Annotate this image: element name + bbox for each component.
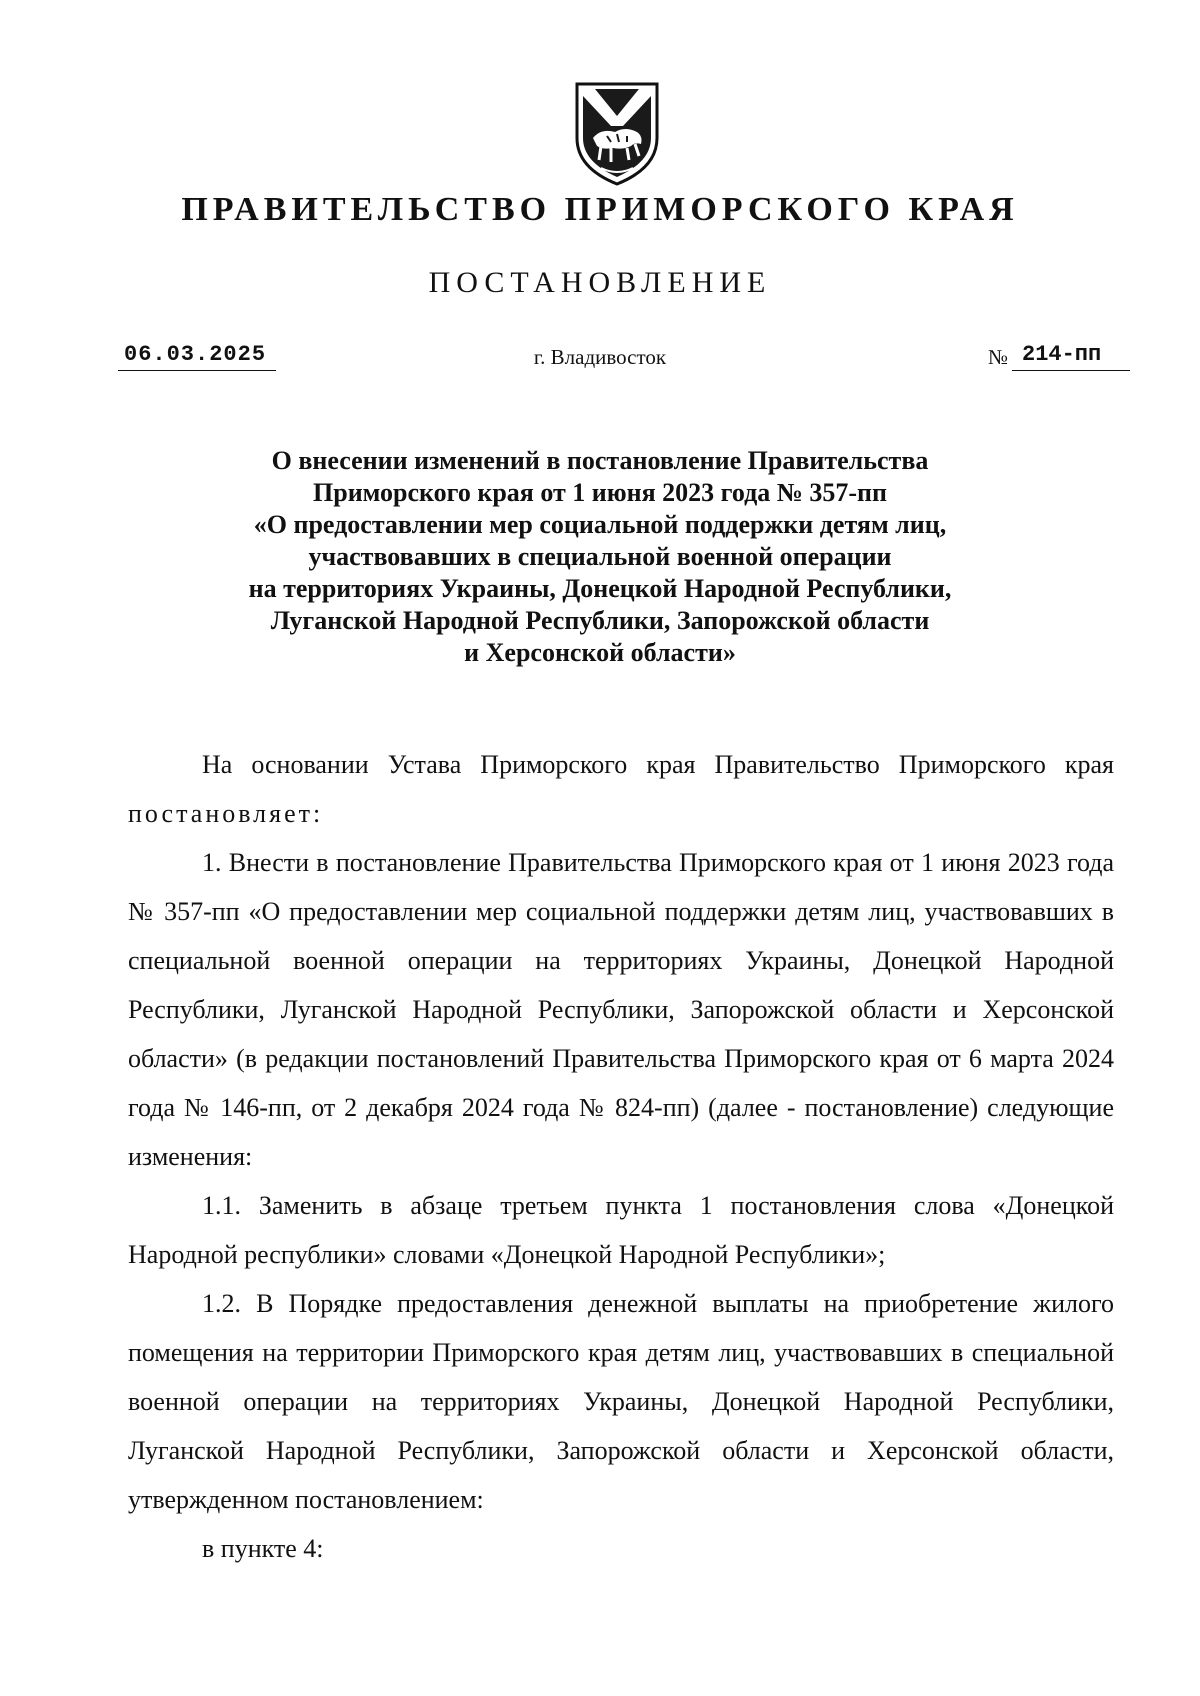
document-city: г. Владивосток xyxy=(533,345,667,369)
document-number-block xyxy=(988,340,1130,372)
number-sign: № xyxy=(988,345,1009,369)
document-title xyxy=(160,445,1040,669)
paragraph-1: 1. Внести в постановление Правительства Приморского края от 1 июня 2023 года № 357-пп «О предоставлении мер социальной поддержки детям лиц, участвовавших в специальной военной операции на территориях Украины, Донецкой Народной Республики, Луганской Народной Республики, Запорожской области и Херсонской области» (в редакции постановлений Правительства Приморского края от 6 марта 2024 года № 146-пп, от 2 декабря 2024 года № 824-пп) (далее - постановление) следующие изменения: xyxy=(128,848,1114,1171)
document-kind: ПОСТАНОВЛЕНИЕ xyxy=(428,266,772,299)
title-line: и Херсонской области» xyxy=(464,638,736,667)
title-line: Луганской Народной Республики, Запорожской области xyxy=(270,606,930,635)
title-line: О внесении изменений в постановление Правительства xyxy=(271,446,929,475)
document-body xyxy=(128,740,1114,1573)
document-number: 214-пп xyxy=(1012,340,1130,371)
title-line: на территориях Украины, Донецкой Народной Республики, xyxy=(248,574,952,603)
paragraph-1-1: 1.1. Заменить в абзаце третьем пункта 1 постановления слова «Донецкой Народной республики» словами «Донецкой Народной Республики»; xyxy=(128,1191,1114,1269)
document-meta-row xyxy=(0,340,1200,380)
preamble-paragraph xyxy=(128,740,1114,838)
title-line: Приморского края от 1 июня 2023 года № 357-пп xyxy=(313,478,887,507)
resolves-word: постановляет: xyxy=(128,799,324,828)
title-line: «О предоставлении мер социальной поддержки детям лиц, xyxy=(253,510,947,539)
paragraph-1-2: 1.2. В Порядке предоставления денежной выплаты на приобретение жилого помещения на территории Приморского края детям лиц, участвовавших в специальной военной операции на территориях Украины, Донецкой Народной Республики, Луганской Народной Республики, Запорожской области и Херсонской области, утвержденном постановлением: xyxy=(128,1289,1114,1514)
preamble-text: На основании Устава Приморского края Правительство Приморского края xyxy=(202,750,1114,779)
coat-of-arms-emblem xyxy=(571,76,663,188)
document-date: 06.03.2025 xyxy=(118,340,276,371)
paragraph-last: в пункте 4: xyxy=(202,1534,324,1563)
title-line: участвовавших в специальной военной операции xyxy=(308,542,892,571)
government-title: ПРАВИТЕЛЬСТВО ПРИМОРСКОГО КРАЯ xyxy=(181,191,1019,228)
